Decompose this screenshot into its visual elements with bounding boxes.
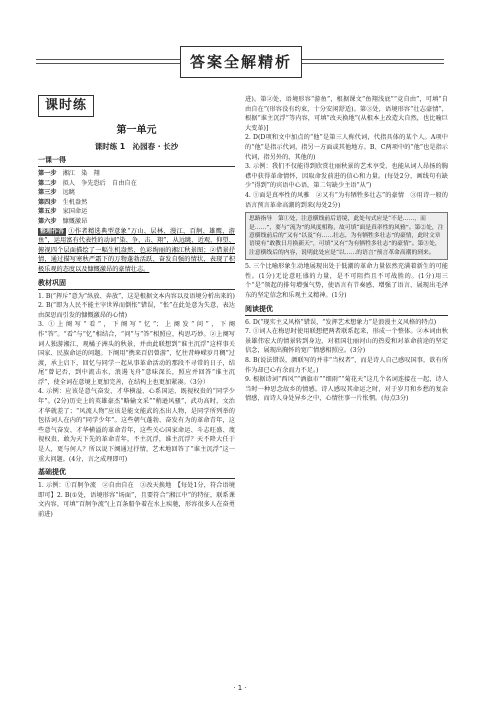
answer-paragraph: 8. B(说法错误，颜联写的并非“当权者”，而是诗人自己感叹国事，欲有所作为却已心有余而力不足。) <box>245 356 448 374</box>
answer-paragraph: 2. B(“即为人民不能主宰世界而倒怅”错误，“怅”在此处意为失意，表达由深思而引发的慷慨激昂的心情) <box>38 302 235 319</box>
page-number: · 1 · <box>233 684 247 692</box>
page-title: 答案全解精析 <box>180 46 302 78</box>
summary-paragraph: 整理作答 ①作者精选典型意象“万山、层林、漫江、百舸、雄鹰、游鱼”，运用富有代表性的动词“染、争、击、翔”，从远眺、近观、仰望、俯视四个层面描绘了一幅生机盎然、色彩绚丽的湘江秋景图；②借景抒情，通过描写寒秋严霜下的万物蓬勃活跃、奋发自强的情状，表现了积极乐观的态度以及慷慨激昂的豪情壮志。 <box>38 227 235 273</box>
answer-paragraph: 4. 示例：应该是意气奋发、才华横溢、心系国运、既视权贵的“同学少年”。(2分)历史上的英雄豪杰“略输文采”“稍逊风骚”，武功高时，文治才华就差了；“风流人物”应该是能文能武的杰出人物，是同学所列举的包括词人在内的“同学少年”。这些朝气蓬勃、奋发有为的革命青年，这些意气奋发、才华横溢的革命青年，这些关心国家命运、斗志旺盛、蔑视权贵、敢为天下先的革命青年，不主沉浮，谁主沉浮？天不降大任于是人，更与何人？所以说下阕通过抒情，艺术地回答了“谁主沉浮”这一重大问题。(4分，言之成理即可) <box>38 388 235 463</box>
answer-paragraph: 进)。第②处，语境形容“游鱼”，根据课文“鱼翔浅底”“竞自由”，可填“自由自在”(形容没有约束，十分安闲舒适)。第③处，语境形容“壮志豪情”，根据“谁主沉浮”等内容，可填“改天换地”(从根本上改造大自然，也比喻巨大变革)] <box>245 96 448 132</box>
tip-box: 思路指导 第①处，注意横线前后语境，此处句式应是“不是……，而是……”，要与“流为”的风度相称，故可填“面是真率性的风雅”。第②处，注意横线前后的“又有”以及“有……壮志，为有牺牲多壮志”的豪情，此时文章语境有“敢教日月换新天”，可填“又有“为有牺牲多壮志”的豪情”。第③处，注意横线后的内容，说明此处应是“以……的语言”预言革命高潮的到来。 <box>245 212 448 260</box>
section-heading-1: 一课一得 <box>38 155 235 167</box>
answer-paragraph: 6. D(“现实主义风格”错误，“发挥艺术想象力”是浪漫主义风格的特点) <box>245 318 437 326</box>
section-heading-4: 阅读提优 <box>245 304 448 316</box>
answer-paragraph: 9. 根据诗词“西风”“酒旗市”“细雨”“菊花天”这几个名词连接在一起，诗人当时一种思念故乡的情感。诗人感叹其命运之时，对于岁月和乡愁的复杂情感，而诗人身处异乡之中，心情往事一片怅惘。(每点3分) <box>245 376 448 403</box>
step-row: 第一步 湘江 染 翔 <box>38 170 100 177</box>
lesson-title: 课时练 1 沁园春 · 长沙 <box>94 142 179 151</box>
right-column <box>245 95 448 404</box>
step-row: 第五步 家国命运 <box>38 208 88 216</box>
answer-paragraph: 1. B(“挥斥”意为“纵放、奔放”，这是根据文本内容以及语境分析出来的) <box>38 292 235 300</box>
left-column <box>38 95 235 520</box>
answer-paragraph: 5. 三个比喻形象生动地展现出处于低潮的革命力量依然充满着新生的可能性。(1分)无论意旺盛的力量，是不可阻挡且不可战胜的。(1分)用三个“是”领起的排句增强气势，使语言有节奏感，增强了语言，展现出毛泽东的坚定信念和乐观主义精神。(1分) <box>245 263 448 299</box>
answer-paragraph: 3. 示例：我们不仅能得到欣赏壮丽秋景的艺术享受，也能从词人昂扬的胸襟中获得革命情怀，因取命发前进的信心和力量。(每处2分，画线句有缺少“得到”的宾语中心语，第二句缺少主语“从”) <box>245 163 448 190</box>
step-row: 第四步 生机盎然 <box>38 198 88 206</box>
section-heading-2: 教材巩固 <box>38 278 235 290</box>
answer-paragraph: 2. D(D项和文中加点的“他”是第三人称代词，代指具体的某个人。A项中的“他”是指示代词，指另一方面或其他地方。B、C两项中的“他”也是指示代词，指另外的、其他的) <box>245 134 448 161</box>
answer-paragraph: 7. ①词人在梅思时使用联想把两者联系起来，形成一个整体。②本词由秋景雄伟宏大的情景转到身边，对祖国壮丽河山的热爱和对革命前途的坚定信念，展现出胸怀的宽广情感相照应。(3分) <box>245 328 448 355</box>
step-row: 第六步 慷慨激昂 <box>38 217 88 225</box>
unit-title: 第一单元 <box>116 125 157 136</box>
section-heading-3: 基础提优 <box>38 467 235 479</box>
answer-paragraph: 4. ①面是真率性的风雅 ②又有“为有牺牲多壮志”的豪情 ③用诗一般的语言预言革命高潮的到来(每处2分) <box>245 191 448 209</box>
answer-paragraph: 3. ①上阕写“看”，下阕写“忆”；上阕发“问”，下阕作“答”。“看”与“忆”相结合，“问”与“答”相照应，构思巧妙。②上阕写词人独游湘江，观橘子洲头的秋景，并由此联想到“谁主沉浮”这样事关国家、民族命运的问题。下阕用“携来百侣曾游”，忆往昔峥嵘岁月稠”过渡，承上启下，回忆与同学一起从事革命活动的那段不寻常的日子，结尾“曾记否，到中流击水，浪遏飞舟”意味深长，照应并回答“谁主沉浮”，使全词在意境上更加完善，在结构上也更加紧凑。（3分） <box>38 321 235 386</box>
section-tag: 课时练 <box>38 95 94 117</box>
step-row: 第三步 远眺 <box>38 189 75 197</box>
answer-paragraph: 1. 示例：①百舸争流 ②自由自在 ③改天换地 【每处1分，符合语境即可】2. B(①处，语境形容“场面”，且要符合“湘江中”的特征，联系课文内容，可填“百舸争流”(上百条船争着在水上疾驰，形容很多人在奋勇前进) <box>38 482 235 518</box>
step-row: 第二步 拟人 争先恐后 自由自在 <box>38 179 137 187</box>
summary-badge: 整理作答 <box>40 227 65 235</box>
